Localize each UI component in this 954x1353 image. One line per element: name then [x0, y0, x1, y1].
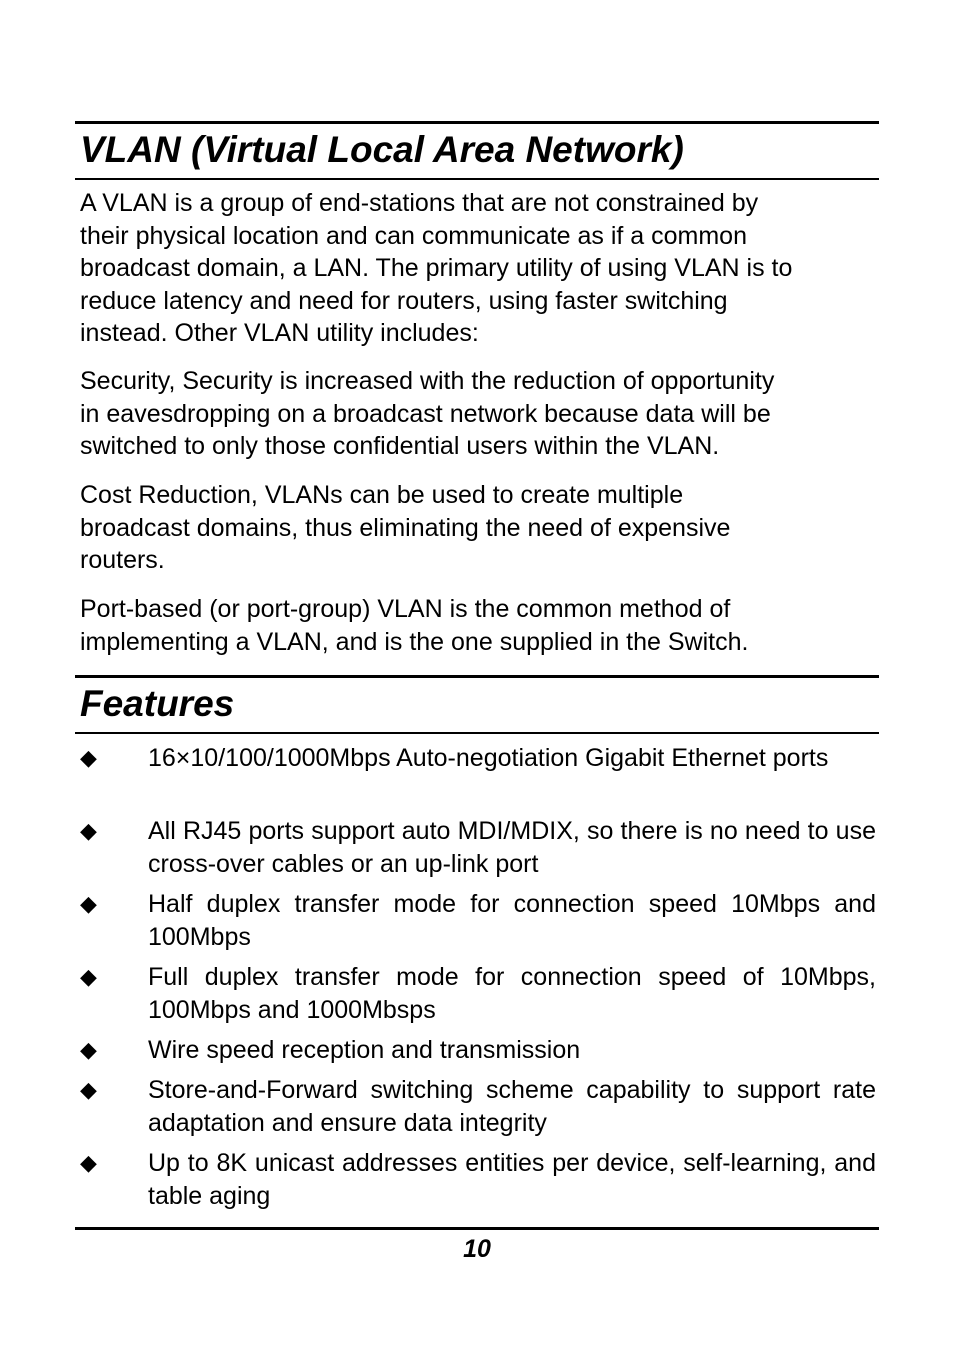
diamond-bullet-icon: ◆	[80, 745, 97, 770]
diamond-bullet-icon: ◆	[80, 964, 97, 989]
feature-item-store-and-forward	[80, 1074, 876, 1139]
diamond-bullet-icon: ◆	[80, 891, 97, 916]
feature-text: Full duplex transfer mode for connection speed of 10Mbps, 100Mbps and 1000Mbsps	[148, 963, 876, 1024]
feature-item-half-duplex	[80, 888, 876, 953]
vlan-heading: VLAN (Virtual Local Area Network)	[80, 129, 684, 170]
feature-text: 16×10/100/1000Mbps Auto-negotiation Gigabit Ethernet ports	[148, 744, 829, 772]
feature-item-wire-speed	[80, 1034, 876, 1067]
security-paragraph: Security, Security is increased with the reduction of opportunity in eavesdropping on a broadcast network because data will be switched to only those confidential users within the VLAN.	[80, 367, 775, 460]
section-top-rule	[75, 121, 879, 124]
section-heading-rule	[75, 178, 879, 180]
diamond-bullet-icon: ◆	[80, 818, 97, 843]
page-number: 10	[463, 1235, 491, 1263]
features-heading: Features	[80, 683, 235, 724]
feature-text: All RJ45 ports support auto MDI/MDIX, so there is no need to use cross-over cables or an up-link port	[148, 817, 876, 878]
feature-text: Store-and-Forward switching scheme capability to support rate adaptation and ensure data integrity	[148, 1076, 876, 1137]
feature-text: Half duplex transfer mode for connection speed 10Mbps and 100Mbps	[148, 890, 876, 951]
cost-reduction-paragraph: Cost Reduction, VLANs can be used to create multiple broadcast domains, thus eliminating the need of expensive routers.	[80, 481, 731, 574]
features-heading-rule	[75, 732, 879, 734]
vlan-intro-paragraph: A VLAN is a group of end-stations that are not constrained by their physical location and can communicate as if a common broadcast domain, a LAN. The primary utility of using VLAN is to reduce latency and need for routers, using faster switching instead. Other VLAN utility includes:	[80, 189, 793, 347]
diamond-bullet-icon: ◆	[80, 1037, 97, 1062]
diamond-bullet-icon: ◆	[80, 1150, 97, 1175]
footer-rule	[75, 1227, 879, 1230]
feature-item-gigabit-ports	[80, 742, 876, 775]
feature-item-mdix	[80, 815, 876, 880]
features-top-rule	[75, 675, 879, 678]
feature-text: Wire speed reception and transmission	[148, 1036, 581, 1064]
feature-item-unicast-addresses	[80, 1147, 876, 1212]
diamond-bullet-icon: ◆	[80, 1077, 97, 1102]
feature-text: Up to 8K unicast addresses entities per device, self-learning, and table aging	[148, 1149, 876, 1210]
feature-item-full-duplex	[80, 961, 876, 1026]
port-based-paragraph: Port-based (or port-group) VLAN is the common method of implementing a VLAN, and is the one supplied in the Switch.	[80, 595, 749, 656]
